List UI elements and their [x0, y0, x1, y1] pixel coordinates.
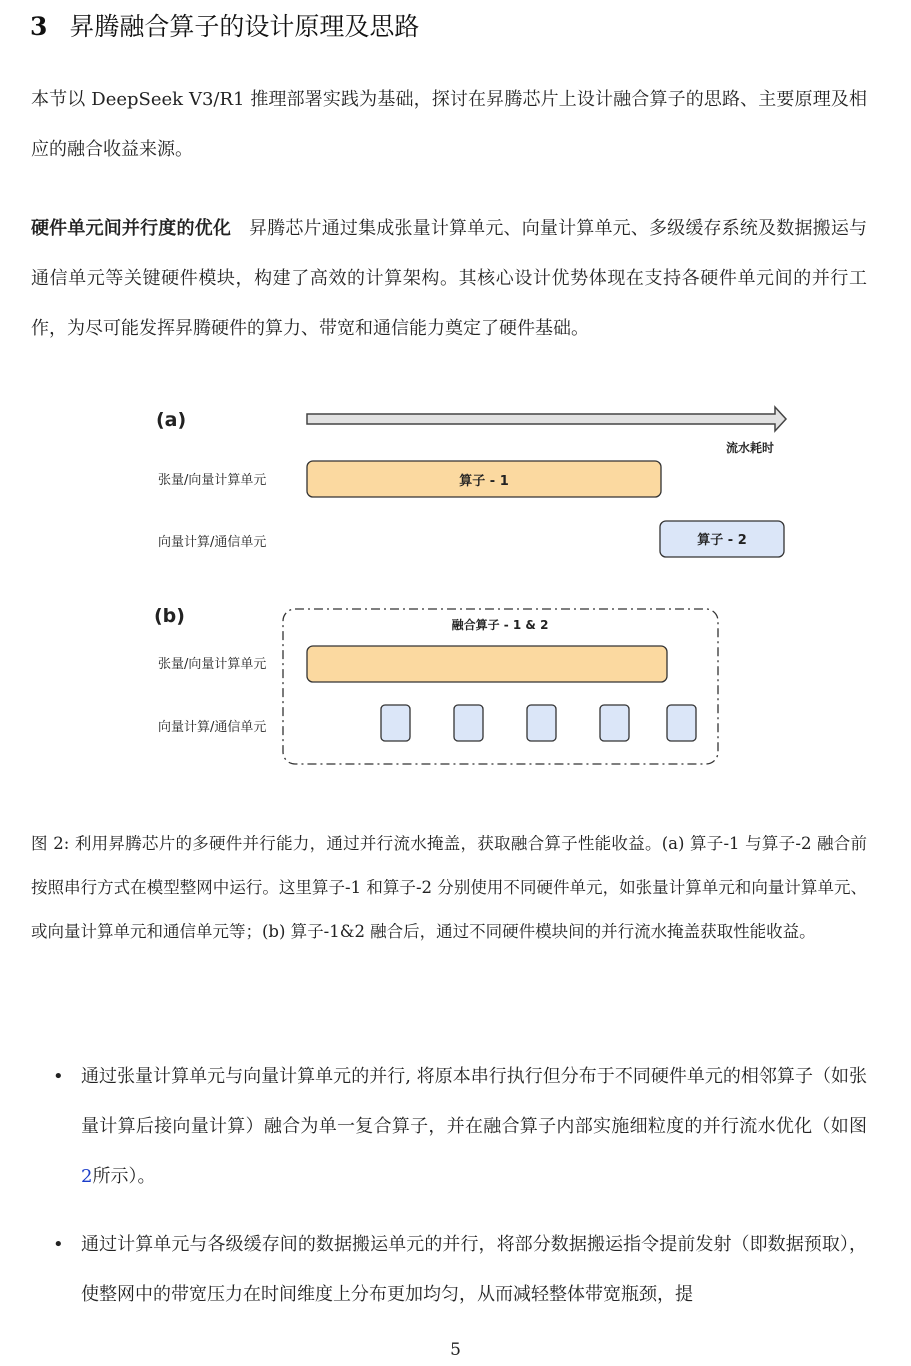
list-item	[31, 1220, 867, 1320]
intro-paragraph: 本节以 DeepSeek V3/R1 推理部署实践为基础，探讨在昇腾芯片上设计融合算子的思路、主要原理及相应的融合收益来源。	[31, 89, 867, 160]
figure-2	[0, 380, 911, 780]
bullet-marker: •	[53, 1234, 64, 1255]
panel-a-label: (a)	[156, 409, 187, 431]
panel-b-row1-label: 张量/向量计算单元	[158, 657, 267, 672]
bullet-list	[31, 1052, 867, 1338]
vector-chunk-1	[381, 705, 410, 741]
section-title	[30, 8, 419, 46]
bullet-text-end: 所示）。	[92, 1166, 156, 1187]
timeline-arrow	[307, 407, 786, 431]
page-number: 5	[450, 1340, 461, 1360]
operator-1-label: 算子 - 1	[459, 474, 509, 489]
operator-2-label: 算子 - 2	[697, 533, 747, 548]
figure-caption: 图 2: 利用昇腾芯片的多硬件并行能力，通过并行流水掩盖，获取融合算子性能收益。(a) 算子-1 与算子-2 融合前按照串行方式在模型整网中运行。这里算子-1 和算子-2 分别使用不同硬件单元，如张量计算单元和向量计算单元、或向量计算单元和通信单元等；(b) 算子-1&2 融合后，通过不同硬件模块间的并行流水掩盖获取性能收益。	[31, 834, 867, 941]
vector-chunk-3	[527, 705, 556, 741]
bullet-text: 通过计算单元与各级缓存间的数据搬运单元的并行，将部分数据搬运指令提前发射（即数据预取），使整网中的带宽压力在时间维度上分布更加均匀，从而减轻整体带宽瓶颈，提	[81, 1234, 867, 1305]
fused-tensor-block	[307, 646, 667, 682]
panel-a-row1-label: 张量/向量计算单元	[158, 473, 267, 488]
vector-chunk-2	[454, 705, 483, 741]
fused-operator-box	[283, 609, 718, 764]
panel-b-row2-label: 向量计算/通信单元	[158, 720, 267, 735]
bullet-marker: •	[53, 1066, 64, 1087]
section-number: 3	[30, 12, 48, 41]
parallel-body: 昇腾芯片通过集成张量计算单元、向量计算单元、多级缓存系统及数据搬运与通信单元等关键硬件模块，构建了高效的计算架构。其核心设计优势体现在支持各硬件单元间的并行工作，为尽可能发挥昇腾硬件的算力、带宽和通信能力奠定了硬件基础。	[31, 218, 867, 339]
vector-chunk-5	[667, 705, 696, 741]
parallel-heading: 硬件单元间并行度的优化	[31, 218, 231, 239]
figure-reference-link[interactable]: 2	[81, 1166, 93, 1187]
section-title-text: 昇腾融合算子的设计原理及思路	[69, 12, 420, 41]
panel-a-row2-label: 向量计算/通信单元	[158, 535, 267, 550]
vector-chunk-4	[600, 705, 629, 741]
bullet-text: 通过张量计算单元与向量计算单元的并行, 将原本串行执行但分布于不同硬件单元的相邻算子（如张量计算后接向量计算）融合为单一复合算子，并在融合算子内部实施细粒度的并行流水优化（如图	[81, 1066, 867, 1137]
panel-b-label: (b)	[154, 605, 185, 627]
fused-operator-label: 融合算子 - 1 & 2	[451, 618, 549, 632]
timeline-label: 流水耗时	[725, 441, 774, 455]
parallel-paragraph	[31, 204, 867, 354]
list-item	[31, 1052, 867, 1202]
